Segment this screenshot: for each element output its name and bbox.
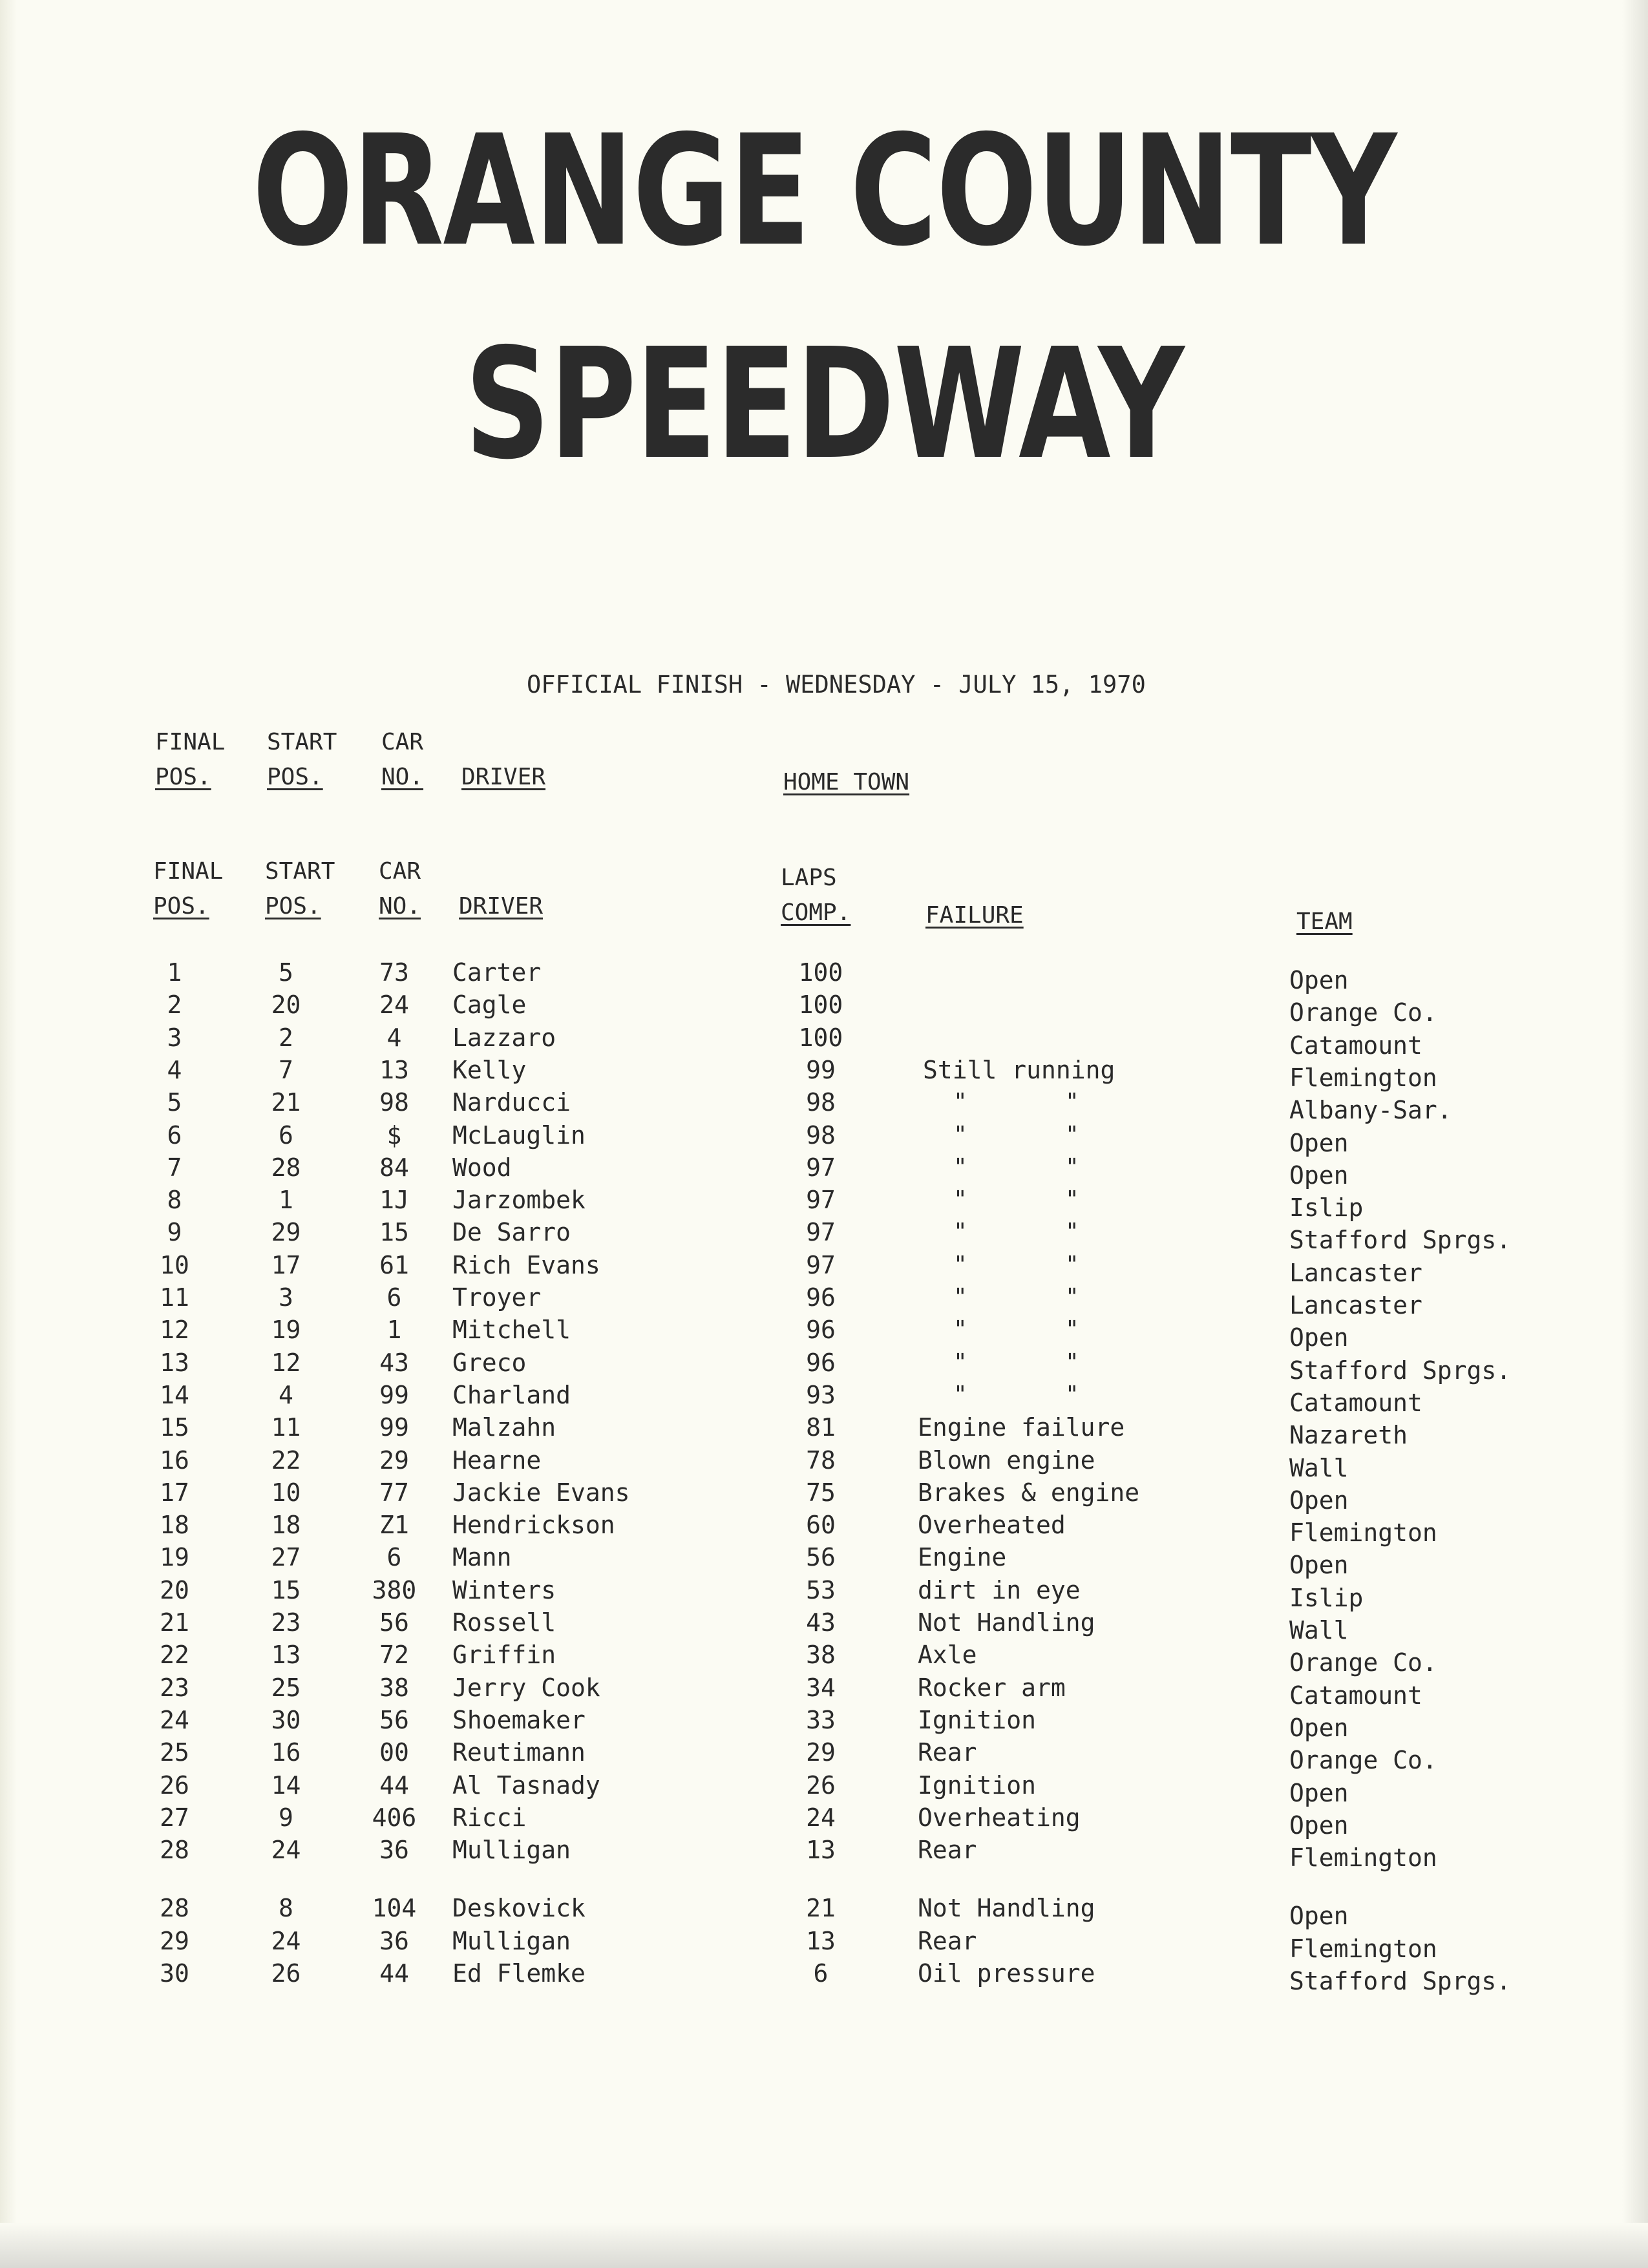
start-pos-cell: 1 — [279, 1186, 293, 1215]
car-no-cell: 13 — [379, 1055, 409, 1084]
driver-cell: Rossell — [452, 1608, 556, 1637]
team-cell: Stafford Sprgs. — [1289, 1356, 1512, 1385]
start-pos-cell: 23 — [271, 1608, 301, 1637]
table-row — [0, 1541, 1648, 1580]
car-no-cell: 77 — [379, 1478, 409, 1507]
failure-cell: Rear — [918, 1738, 977, 1767]
laps-comp-cell: 81 — [806, 1413, 836, 1442]
driver-cell: Lazzaro — [452, 1023, 556, 1052]
team-cell: Flemington — [1289, 1934, 1437, 1963]
driver-cell: Malzahn — [452, 1413, 556, 1442]
team-cell: Open — [1289, 1713, 1349, 1742]
failure-cell: Engine — [918, 1543, 1007, 1572]
table-row — [0, 1151, 1648, 1190]
laps-comp-cell: 53 — [806, 1575, 836, 1604]
car-no-cell: 380 — [372, 1575, 417, 1604]
start-pos-cell: 13 — [271, 1641, 301, 1670]
laps-comp-cell: 26 — [806, 1770, 836, 1800]
scan-bottom-shadow — [0, 2223, 1648, 2268]
team-cell: Catamount — [1289, 1031, 1422, 1060]
table-row — [0, 1022, 1648, 1060]
laps-comp-cell: 13 — [806, 1836, 836, 1865]
laps-comp-cell: 56 — [806, 1543, 836, 1572]
team-cell: Lancaster — [1289, 1291, 1422, 1319]
failure-cell: Not Handling — [918, 1608, 1095, 1637]
team-cell: Flemington — [1289, 1063, 1437, 1092]
final-pos-cell: 20 — [160, 1575, 189, 1604]
final-pos-cell: 28 — [160, 1836, 189, 1865]
failure-cell: Oil pressure — [918, 1959, 1095, 1988]
laps-comp-cell: 93 — [806, 1380, 836, 1409]
failure-ditto-mark: " — [953, 1349, 967, 1376]
final-pos-cell: 18 — [160, 1511, 189, 1540]
failure-ditto-mark: " — [1065, 1349, 1079, 1376]
header2-car-no — [379, 854, 421, 924]
start-pos-cell: 22 — [271, 1445, 301, 1475]
header2-driver-label: DRIVER — [459, 893, 544, 919]
header1-car-no — [381, 725, 423, 795]
header2-failure — [925, 898, 1024, 933]
driver-cell: Griffin — [452, 1641, 556, 1670]
header2-comp-label: COMP. — [781, 899, 851, 926]
title-line-1: ORANGE COUNTY — [252, 102, 1396, 280]
start-pos-cell: 24 — [271, 1926, 301, 1955]
table-row — [0, 1347, 1648, 1385]
failure-cell: Engine failure — [918, 1413, 1125, 1442]
team-cell: Open — [1289, 1551, 1349, 1580]
team-cell: Orange Co. — [1289, 1648, 1437, 1677]
failure-cell: Ignition — [918, 1705, 1037, 1734]
driver-cell: Hearne — [452, 1445, 542, 1475]
driver-cell: Narducci — [452, 1088, 571, 1117]
failure-cell: Not Handling — [918, 1894, 1095, 1923]
laps-comp-cell: 29 — [806, 1738, 836, 1767]
car-no-cell: 36 — [379, 1926, 409, 1955]
failure-ditto-mark: " — [1065, 1251, 1079, 1278]
header1-hometown-label: HOME TOWN — [783, 769, 910, 795]
failure-cell: Rear — [918, 1926, 977, 1955]
team-cell: Islip — [1289, 1583, 1364, 1612]
start-pos-cell: 20 — [271, 991, 301, 1020]
table-row — [0, 1606, 1648, 1644]
team-cell: Islip — [1289, 1193, 1364, 1223]
car-no-cell: 98 — [379, 1088, 409, 1117]
start-pos-cell: 27 — [271, 1543, 301, 1572]
header2-driver — [459, 889, 543, 924]
final-pos-cell: 6 — [167, 1120, 182, 1150]
start-pos-cell: 25 — [271, 1673, 301, 1702]
driver-cell: Mann — [452, 1543, 512, 1572]
final-pos-cell: 16 — [160, 1445, 189, 1475]
driver-cell: McLauglin — [452, 1120, 586, 1150]
table-row — [0, 1957, 1648, 1995]
table-row — [0, 1801, 1648, 1840]
final-pos-cell: 1 — [167, 958, 182, 987]
laps-comp-cell: 38 — [806, 1641, 836, 1670]
failure-ditto-mark: " — [1065, 1089, 1079, 1116]
car-no-cell: 36 — [379, 1836, 409, 1865]
table-row — [0, 1476, 1648, 1515]
failure-ditto-mark: " — [1065, 1186, 1079, 1213]
table-row — [0, 1736, 1648, 1775]
start-pos-cell: 16 — [271, 1738, 301, 1767]
driver-cell: Cagle — [452, 991, 527, 1020]
start-pos-cell: 21 — [271, 1088, 301, 1117]
car-no-cell: 72 — [379, 1641, 409, 1670]
car-no-cell: 99 — [379, 1413, 409, 1442]
start-pos-cell: 17 — [271, 1250, 301, 1279]
car-no-cell: 4 — [386, 1023, 402, 1052]
team-cell: Open — [1289, 1811, 1349, 1840]
final-pos-cell: 13 — [160, 1348, 189, 1377]
start-pos-cell: 12 — [271, 1348, 301, 1377]
header2-team-label: TEAM — [1296, 908, 1353, 935]
header1-car-label: CAR — [381, 729, 424, 755]
failure-ditto-mark: " — [953, 1153, 967, 1181]
final-pos-cell: 25 — [160, 1738, 189, 1767]
car-no-cell: 104 — [372, 1894, 417, 1923]
driver-cell: Winters — [452, 1575, 556, 1604]
laps-comp-cell: 78 — [806, 1445, 836, 1475]
laps-comp-cell: 98 — [806, 1120, 836, 1150]
team-cell: Orange Co. — [1289, 1746, 1437, 1775]
header2-final-pos — [153, 854, 223, 924]
laps-comp-cell: 99 — [806, 1055, 836, 1084]
final-pos-cell: 28 — [160, 1894, 189, 1923]
final-pos-cell: 7 — [167, 1153, 182, 1182]
laps-comp-cell: 24 — [806, 1803, 836, 1832]
team-cell: Catamount — [1289, 1388, 1422, 1417]
laps-comp-cell: 96 — [806, 1316, 836, 1345]
failure-ditto-mark: " — [953, 1284, 967, 1310]
laps-comp-cell: 43 — [806, 1608, 836, 1637]
final-pos-cell: 27 — [160, 1803, 189, 1832]
laps-comp-cell: 100 — [798, 1023, 843, 1052]
header2-start-pos-label: POS. — [265, 893, 321, 919]
start-pos-cell: 11 — [271, 1413, 301, 1442]
header1-start-label: START — [267, 729, 337, 755]
car-no-cell: 99 — [379, 1380, 409, 1409]
failure-cell: Rocker arm — [918, 1673, 1066, 1702]
table-row — [0, 1216, 1648, 1255]
start-pos-cell: 4 — [279, 1380, 293, 1409]
team-cell: Albany-Sar. — [1289, 1096, 1452, 1125]
header2-start-pos — [265, 854, 335, 924]
failure-ditto-mark: " — [953, 1089, 967, 1116]
car-no-cell: 00 — [379, 1738, 409, 1767]
team-cell: Flemington — [1289, 1518, 1437, 1548]
start-pos-cell: 15 — [271, 1575, 301, 1604]
driver-cell: Troyer — [452, 1283, 542, 1312]
start-pos-cell: 7 — [279, 1055, 293, 1084]
driver-cell: Hendrickson — [452, 1511, 615, 1540]
table-row — [0, 1054, 1648, 1092]
final-pos-cell: 2 — [167, 991, 182, 1020]
driver-cell: Wood — [452, 1153, 512, 1182]
failure-ditto-mark: " — [1065, 1153, 1079, 1181]
final-pos-cell: 22 — [160, 1641, 189, 1670]
team-cell: Lancaster — [1289, 1258, 1422, 1287]
table-row — [0, 1444, 1648, 1482]
driver-cell: Carter — [452, 958, 542, 987]
driver-cell: Shoemaker — [452, 1705, 586, 1734]
final-pos-cell: 19 — [160, 1543, 189, 1572]
start-pos-cell: 18 — [271, 1511, 301, 1540]
failure-ditto-mark: " — [953, 1186, 967, 1213]
table-row — [0, 1574, 1648, 1612]
start-pos-cell: 24 — [271, 1836, 301, 1865]
failure-cell: Axle — [918, 1641, 977, 1670]
header1-driver — [461, 760, 545, 795]
driver-cell: Ed Flemke — [452, 1959, 586, 1988]
header2-start-label: START — [265, 858, 335, 885]
failure-ditto-mark: " — [1065, 1316, 1079, 1343]
team-cell: Open — [1289, 1323, 1349, 1352]
laps-comp-cell: 34 — [806, 1673, 836, 1702]
table-row — [0, 956, 1648, 994]
car-no-cell: 406 — [372, 1803, 417, 1832]
laps-comp-cell: 96 — [806, 1283, 836, 1312]
header1-final-label: FINAL — [155, 729, 226, 755]
table-row — [0, 1086, 1648, 1125]
table-row — [0, 1509, 1648, 1548]
table-row — [0, 1249, 1648, 1287]
table-row — [0, 1184, 1648, 1223]
final-pos-cell: 4 — [167, 1055, 182, 1084]
failure-cell: Overheating — [918, 1803, 1081, 1832]
failure-ditto-mark: " — [953, 1121, 967, 1148]
final-pos-cell: 8 — [167, 1186, 182, 1215]
car-no-cell: $ — [386, 1120, 402, 1150]
failure-ditto-mark: " — [953, 1251, 967, 1278]
header2-laps-comp — [781, 861, 850, 930]
driver-cell: De Sarro — [452, 1218, 571, 1247]
car-no-cell: 73 — [379, 958, 409, 987]
failure-cell: Still running — [923, 1055, 1115, 1084]
laps-comp-cell: 21 — [806, 1894, 836, 1923]
car-no-cell: 56 — [379, 1705, 409, 1734]
start-pos-cell: 28 — [271, 1153, 301, 1182]
laps-comp-cell: 13 — [806, 1926, 836, 1955]
driver-cell: Greco — [452, 1348, 527, 1377]
start-pos-cell: 8 — [279, 1894, 293, 1923]
driver-cell: Al Tasnady — [452, 1770, 600, 1800]
driver-cell: Ricci — [452, 1803, 527, 1832]
laps-comp-cell: 97 — [806, 1218, 836, 1247]
laps-comp-cell: 97 — [806, 1186, 836, 1215]
final-pos-cell: 23 — [160, 1673, 189, 1702]
header2-no-label: NO. — [379, 893, 421, 919]
final-pos-cell: 10 — [160, 1250, 189, 1279]
table-row — [0, 1704, 1648, 1742]
failure-ditto-mark: " — [1065, 1381, 1079, 1408]
final-pos-cell: 3 — [167, 1023, 182, 1052]
driver-cell: Mulligan — [452, 1836, 571, 1865]
car-no-cell: 44 — [379, 1959, 409, 1988]
car-no-cell: 56 — [379, 1608, 409, 1637]
header1-final-pos — [155, 725, 225, 795]
failure-ditto-mark: " — [953, 1219, 967, 1246]
team-cell: Open — [1289, 1778, 1349, 1807]
laps-comp-cell: 60 — [806, 1511, 836, 1540]
table-row — [0, 1672, 1648, 1710]
team-cell: Orange Co. — [1289, 998, 1437, 1027]
driver-cell: Kelly — [452, 1055, 527, 1084]
failure-cell: Brakes & engine — [918, 1478, 1140, 1507]
final-pos-cell: 29 — [160, 1926, 189, 1955]
header2-team — [1296, 905, 1353, 940]
failure-ditto-mark: " — [953, 1381, 967, 1408]
driver-cell: Reutimann — [452, 1738, 586, 1767]
title-line-2: SPEEDWAY — [464, 315, 1184, 493]
final-pos-cell: 17 — [160, 1478, 189, 1507]
driver-cell: Jackie Evans — [452, 1478, 630, 1507]
start-pos-cell: 30 — [271, 1705, 301, 1734]
header2-failure-label: FAILURE — [925, 902, 1024, 929]
laps-comp-cell: 100 — [798, 958, 843, 987]
laps-comp-cell: 33 — [806, 1705, 836, 1734]
header1-no-label: NO. — [381, 764, 424, 790]
car-no-cell: 1J — [379, 1186, 409, 1215]
car-no-cell: 24 — [379, 991, 409, 1020]
failure-cell: dirt in eye — [918, 1575, 1081, 1604]
table-row — [0, 1769, 1648, 1807]
header1-start-pos-label: POS. — [267, 764, 323, 790]
team-cell: Stafford Sprgs. — [1289, 1226, 1512, 1255]
header1-driver-label: DRIVER — [461, 764, 546, 790]
header2-pos-label: POS. — [153, 893, 209, 919]
header2-car-label: CAR — [379, 858, 421, 885]
laps-comp-cell: 96 — [806, 1348, 836, 1377]
header2-final-label: FINAL — [153, 858, 224, 885]
final-pos-cell: 5 — [167, 1088, 182, 1117]
final-pos-cell: 14 — [160, 1380, 189, 1409]
start-pos-cell: 14 — [271, 1770, 301, 1800]
final-pos-cell: 26 — [160, 1770, 189, 1800]
driver-cell: Mitchell — [452, 1316, 571, 1345]
team-cell: Wall — [1289, 1616, 1349, 1644]
driver-cell: Rich Evans — [452, 1250, 600, 1279]
driver-cell: Jerry Cook — [452, 1673, 600, 1702]
start-pos-cell: 10 — [271, 1478, 301, 1507]
table-row — [0, 1639, 1648, 1677]
driver-cell: Charland — [452, 1380, 571, 1409]
final-pos-cell: 21 — [160, 1608, 189, 1637]
final-pos-cell: 9 — [167, 1218, 182, 1247]
table-row — [0, 1892, 1648, 1931]
car-no-cell: 6 — [386, 1283, 402, 1312]
failure-cell: Blown engine — [918, 1445, 1095, 1475]
start-pos-cell: 5 — [279, 958, 293, 987]
car-no-cell: 6 — [386, 1543, 402, 1572]
driver-cell: Deskovick — [452, 1894, 586, 1923]
car-no-cell: 44 — [379, 1770, 409, 1800]
start-pos-cell: 3 — [279, 1283, 293, 1312]
header2-laps-label: LAPS — [781, 865, 837, 891]
driver-cell: Mulligan — [452, 1926, 571, 1955]
team-cell: Open — [1289, 966, 1349, 994]
failure-ditto-mark: " — [953, 1316, 967, 1343]
final-pos-cell: 30 — [160, 1959, 189, 1988]
table-row — [0, 1379, 1648, 1417]
table-row — [0, 1411, 1648, 1450]
final-pos-cell: 11 — [160, 1283, 189, 1312]
laps-comp-cell: 97 — [806, 1250, 836, 1279]
car-no-cell: 61 — [379, 1250, 409, 1279]
header1-pos-label: POS. — [155, 764, 211, 790]
start-pos-cell: 26 — [271, 1959, 301, 1988]
start-pos-cell: 6 — [279, 1120, 293, 1150]
car-no-cell: Z1 — [379, 1511, 409, 1540]
table-row — [0, 1314, 1648, 1352]
final-pos-cell: 15 — [160, 1413, 189, 1442]
team-cell: Open — [1289, 1160, 1349, 1190]
team-cell: Open — [1289, 1902, 1349, 1931]
failure-cell: Ignition — [918, 1770, 1037, 1800]
start-pos-cell: 9 — [279, 1803, 293, 1832]
start-pos-cell: 29 — [271, 1218, 301, 1247]
laps-comp-cell: 75 — [806, 1478, 836, 1507]
driver-cell: Jarzombek — [452, 1186, 586, 1215]
table-row — [0, 1834, 1648, 1873]
car-no-cell: 15 — [379, 1218, 409, 1247]
table-row — [0, 1119, 1648, 1157]
car-no-cell: 38 — [379, 1673, 409, 1702]
table-row — [0, 1281, 1648, 1319]
start-pos-cell: 19 — [271, 1316, 301, 1345]
start-pos-cell: 2 — [279, 1023, 293, 1052]
final-pos-cell: 12 — [160, 1316, 189, 1345]
failure-cell: Overheated — [918, 1511, 1066, 1540]
car-no-cell: 43 — [379, 1348, 409, 1377]
team-cell: Flemington — [1289, 1843, 1437, 1873]
car-no-cell: 84 — [379, 1153, 409, 1182]
car-no-cell: 29 — [379, 1445, 409, 1475]
team-cell: Open — [1289, 1486, 1349, 1515]
failure-cell: Rear — [918, 1836, 977, 1865]
header1-start-pos — [267, 725, 337, 795]
table-row — [0, 989, 1648, 1027]
team-cell: Open — [1289, 1128, 1349, 1157]
final-pos-cell: 24 — [160, 1705, 189, 1734]
car-no-cell: 1 — [386, 1316, 402, 1345]
team-cell: Nazareth — [1289, 1421, 1408, 1450]
team-cell: Wall — [1289, 1453, 1349, 1482]
laps-comp-cell: 100 — [798, 991, 843, 1020]
subtitle: OFFICIAL FINISH - WEDNESDAY - JULY 15, 1970 — [527, 671, 1146, 698]
failure-ditto-mark: " — [1065, 1284, 1079, 1310]
team-cell: Catamount — [1289, 1681, 1422, 1710]
table-row — [0, 1925, 1648, 1963]
laps-comp-cell: 97 — [806, 1153, 836, 1182]
laps-comp-cell: 6 — [813, 1959, 829, 1988]
failure-ditto-mark: " — [1065, 1121, 1079, 1148]
laps-comp-cell: 98 — [806, 1088, 836, 1117]
team-cell: Stafford Sprgs. — [1289, 1967, 1512, 1995]
header1-hometown — [783, 765, 909, 800]
failure-ditto-mark: " — [1065, 1219, 1079, 1246]
